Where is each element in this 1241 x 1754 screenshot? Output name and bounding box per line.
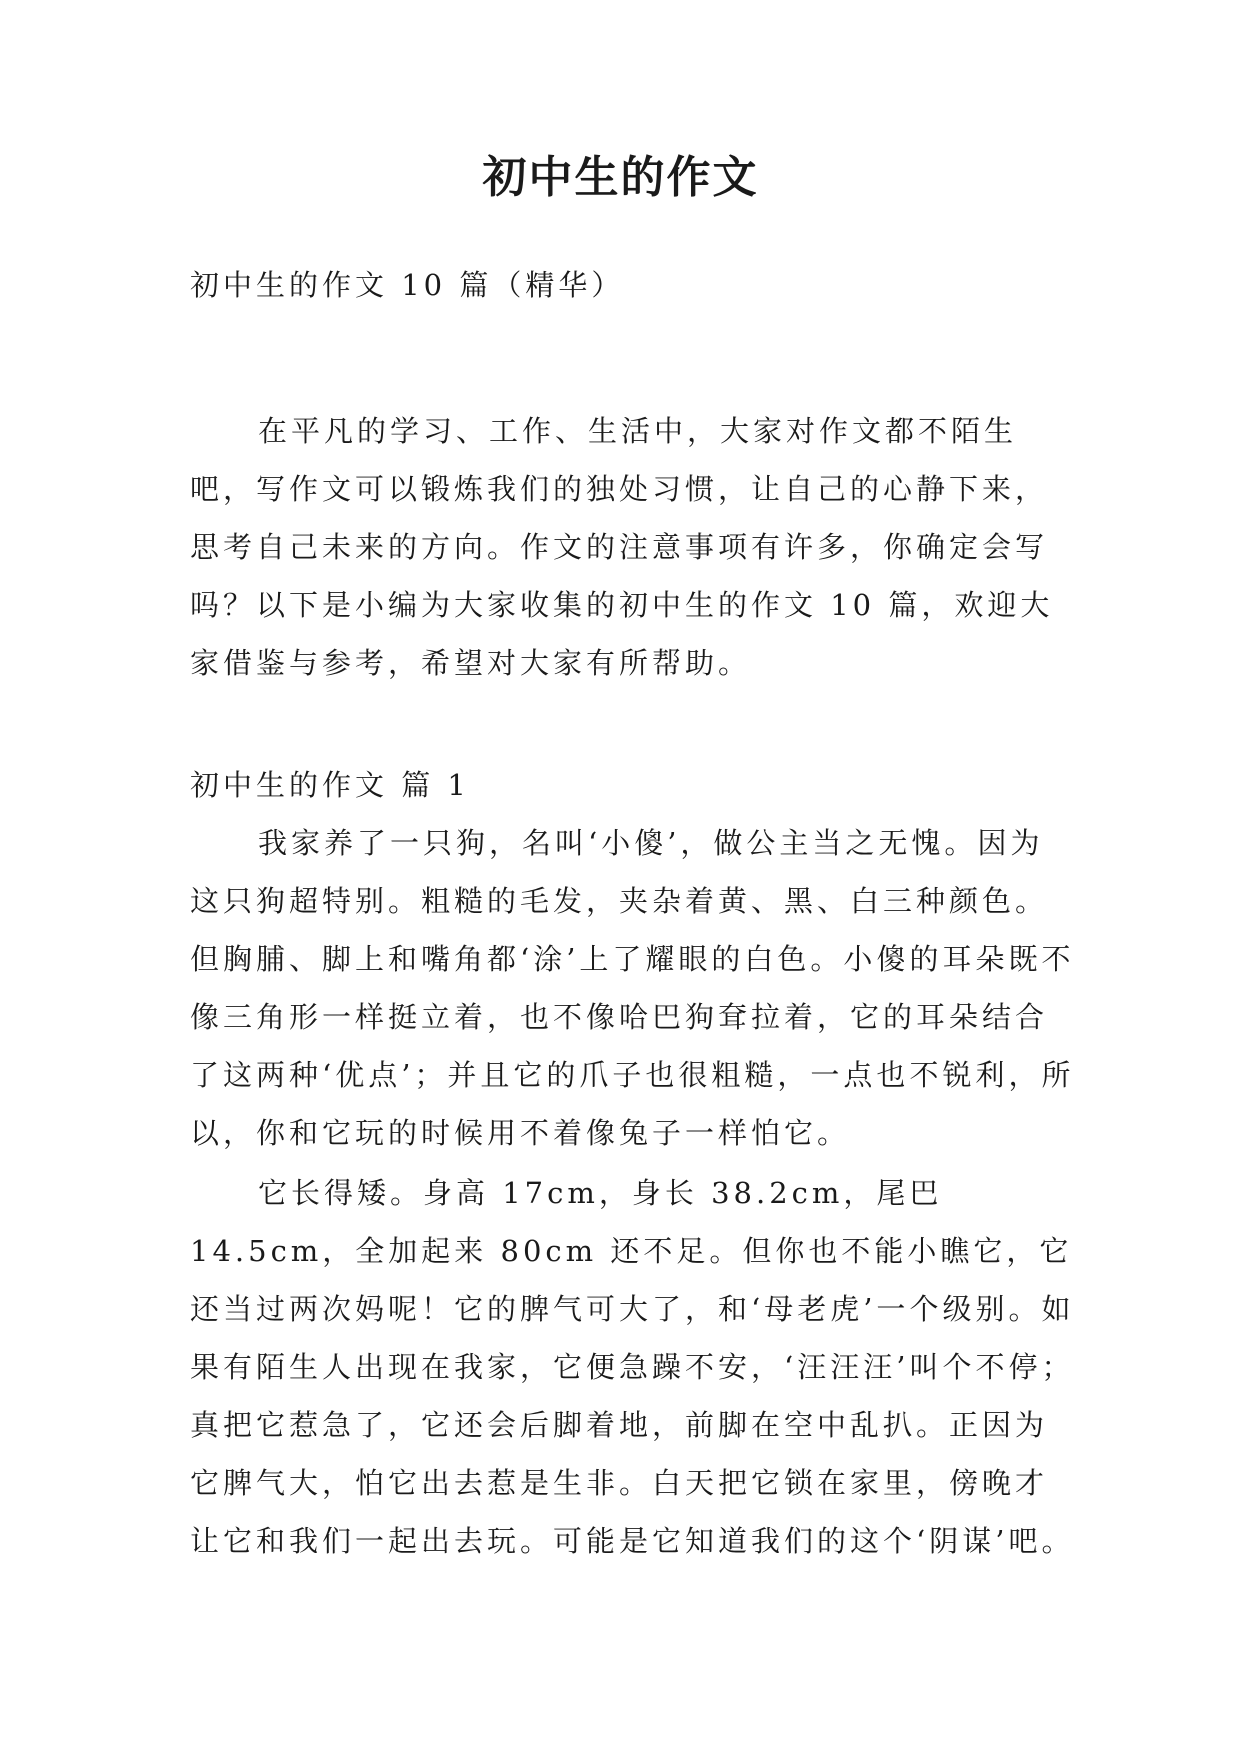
section-heading: 初中生的作文 篇 1 (190, 768, 470, 802)
document-title: 初中生的作文 (482, 152, 759, 203)
body-paragraph-1: 我家养了一只狗，名叫‘小傻’，做公主当之无愧。因为这只狗超特别。粗糙的毛发，夹杂着黄、黑、白三种颜色。但胸脯、脚上和嘴角都‘涂’上了耀眼的白色。小傻的耳朵既不像三角形一样挺立着，也不像哈巴狗耷拉着，它的耳朵结合了这两种‘优点’；并且它的爪子也很粗糙，一点也不锐利，所以，你和它玩的时候用不着像兔子一样怕它。 (190, 826, 1075, 1150)
body-paragraph-2: 它长得矮。身高 17cm，身长 38.2cm，尾巴 14.5cm，全加起来 80cm 还不足。但你也不能小瞧它，它还当过两次妈呢！它的脾气可大了，和‘母老虎’一个级别。如果有陌生人出现在我家，它便急躁不安，‘汪汪汪’叫个不停；真把它惹急了，它还会后脚着地，前脚在空中乱扒。正因为它脾气大，怕它出去惹是生非。白天把它锁在家里，傍晚才让它和我们一起出去玩。可能是它知道我们的这个‘阴谋’吧。 (190, 1176, 1075, 1558)
intro-paragraph: 在平凡的学习、工作、生活中，大家对作文都不陌生吧，写作文可以锻炼我们的独处习惯，让自己的心静下来，思考自己未来的方向。作文的注意事项有许多，你确定会写吗？以下是小编为大家收集的初中生的作文 10 篇，欢迎大家借鉴与参考，希望对大家有所帮助。 (190, 414, 1054, 680)
document-subtitle: 初中生的作文 10 篇（精华） (190, 268, 625, 302)
